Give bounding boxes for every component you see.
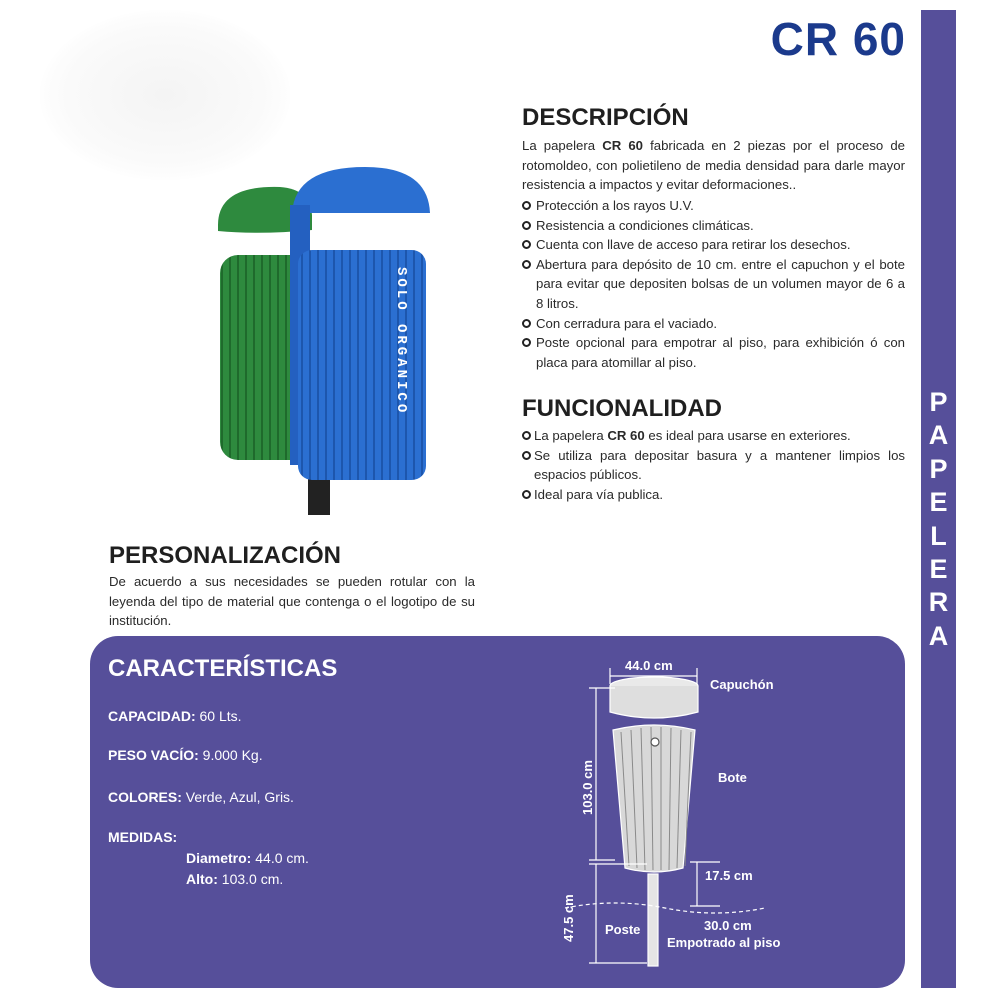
funcionalidad-heading: FUNCIONALIDAD [522,395,722,422]
side-letter: P [929,453,948,484]
descripcion-heading: DESCRIPCIÓN [522,104,689,131]
pole-length-label: 47.5 cm [561,894,576,942]
side-letter: E [929,553,948,584]
bin-label: SOLO ORGANICO [393,267,409,416]
list-item: Ideal para vía publica. [522,485,905,505]
caracteristicas-heading: CARACTERÍSTICAS [108,655,338,682]
dimension-diagram [555,650,815,980]
side-letter: E [929,487,948,518]
product-illustration [200,155,440,520]
spec-medidas: MEDIDAS: [108,829,178,845]
bullet-icon [522,451,531,460]
list-item: La papelera CR 60 es ideal para usarse en exteriores. [522,426,905,446]
bullet-icon [522,201,531,210]
bullet-icon [522,490,531,499]
spec-colores: COLORES: Verde, Azul, Gris. [108,789,294,805]
capuchon-label: Capuchón [710,677,774,692]
list-item: Protección a los rayos U.V. [522,196,905,216]
bullet-icon [522,240,531,249]
gap-label: 17.5 cm [705,868,753,883]
bullet-icon [522,431,531,440]
descripcion-intro: La papelera CR 60 fabricada en 2 piezas por el proceso de rotomoldeo, con polietileno de media densidad para darle mayor resistencia a impactos y evitar deformaciones.. [522,138,906,193]
personalizacion-heading: PERSONALIZACIÓN [109,542,342,569]
side-band-label [921,386,956,653]
bote-label: Bote [718,770,747,785]
side-letter: A [928,420,949,451]
list-item: Abertura para depósito de 10 cm. entre el capuchon y el bote para evitar que depositen bolsas de un volumen mayor de 6 a 8 litros. [522,255,905,314]
side-letter: L [930,520,947,551]
side-letter: A [928,620,949,651]
height-label: 103.0 cm [580,760,595,815]
list-item: Resistencia a condiciones climáticas. [522,216,905,236]
list-item: Con cerradura para el vaciado. [522,314,905,334]
personalizacion-text: De acuerdo a sus necesidades se pueden rotular con la leyenda del tipo de material que contenga o el logotipo de su institución. [109,574,475,629]
list-item: Se utiliza para depositar basura y a mantener limpios los espacios públicos. [522,446,905,485]
page-title: CR 60 [770,13,906,65]
side-letter: P [929,387,948,417]
spec-peso: PESO VACÍO: 9.000 Kg. [108,747,263,763]
embed-text-label: Empotrado al piso [667,935,781,950]
descripcion-bullets [522,196,905,372]
embed-depth-label: 30.0 cm [704,918,752,933]
list-item: Cuenta con llave de acceso para retirar los desechos. [522,235,905,255]
bullet-icon [522,338,531,347]
spec-alto: Alto: 103.0 cm. [186,871,284,887]
width-label: 44.0 cm [625,658,673,673]
bullet-icon [522,221,531,230]
poste-label: Poste [605,922,641,937]
bullet-icon [522,260,531,269]
bullet-icon [522,319,531,328]
spec-capacidad: CAPACIDAD: 60 Lts. [108,708,242,724]
list-item: Poste opcional para empotrar al piso, para exhibición ó con placa para atomillar al piso. [522,333,905,372]
blue-lid [292,167,430,213]
funcionalidad-list [522,426,905,504]
spec-diametro: Diametro: 44.0 cm. [186,850,309,866]
side-letter: R [928,587,949,618]
